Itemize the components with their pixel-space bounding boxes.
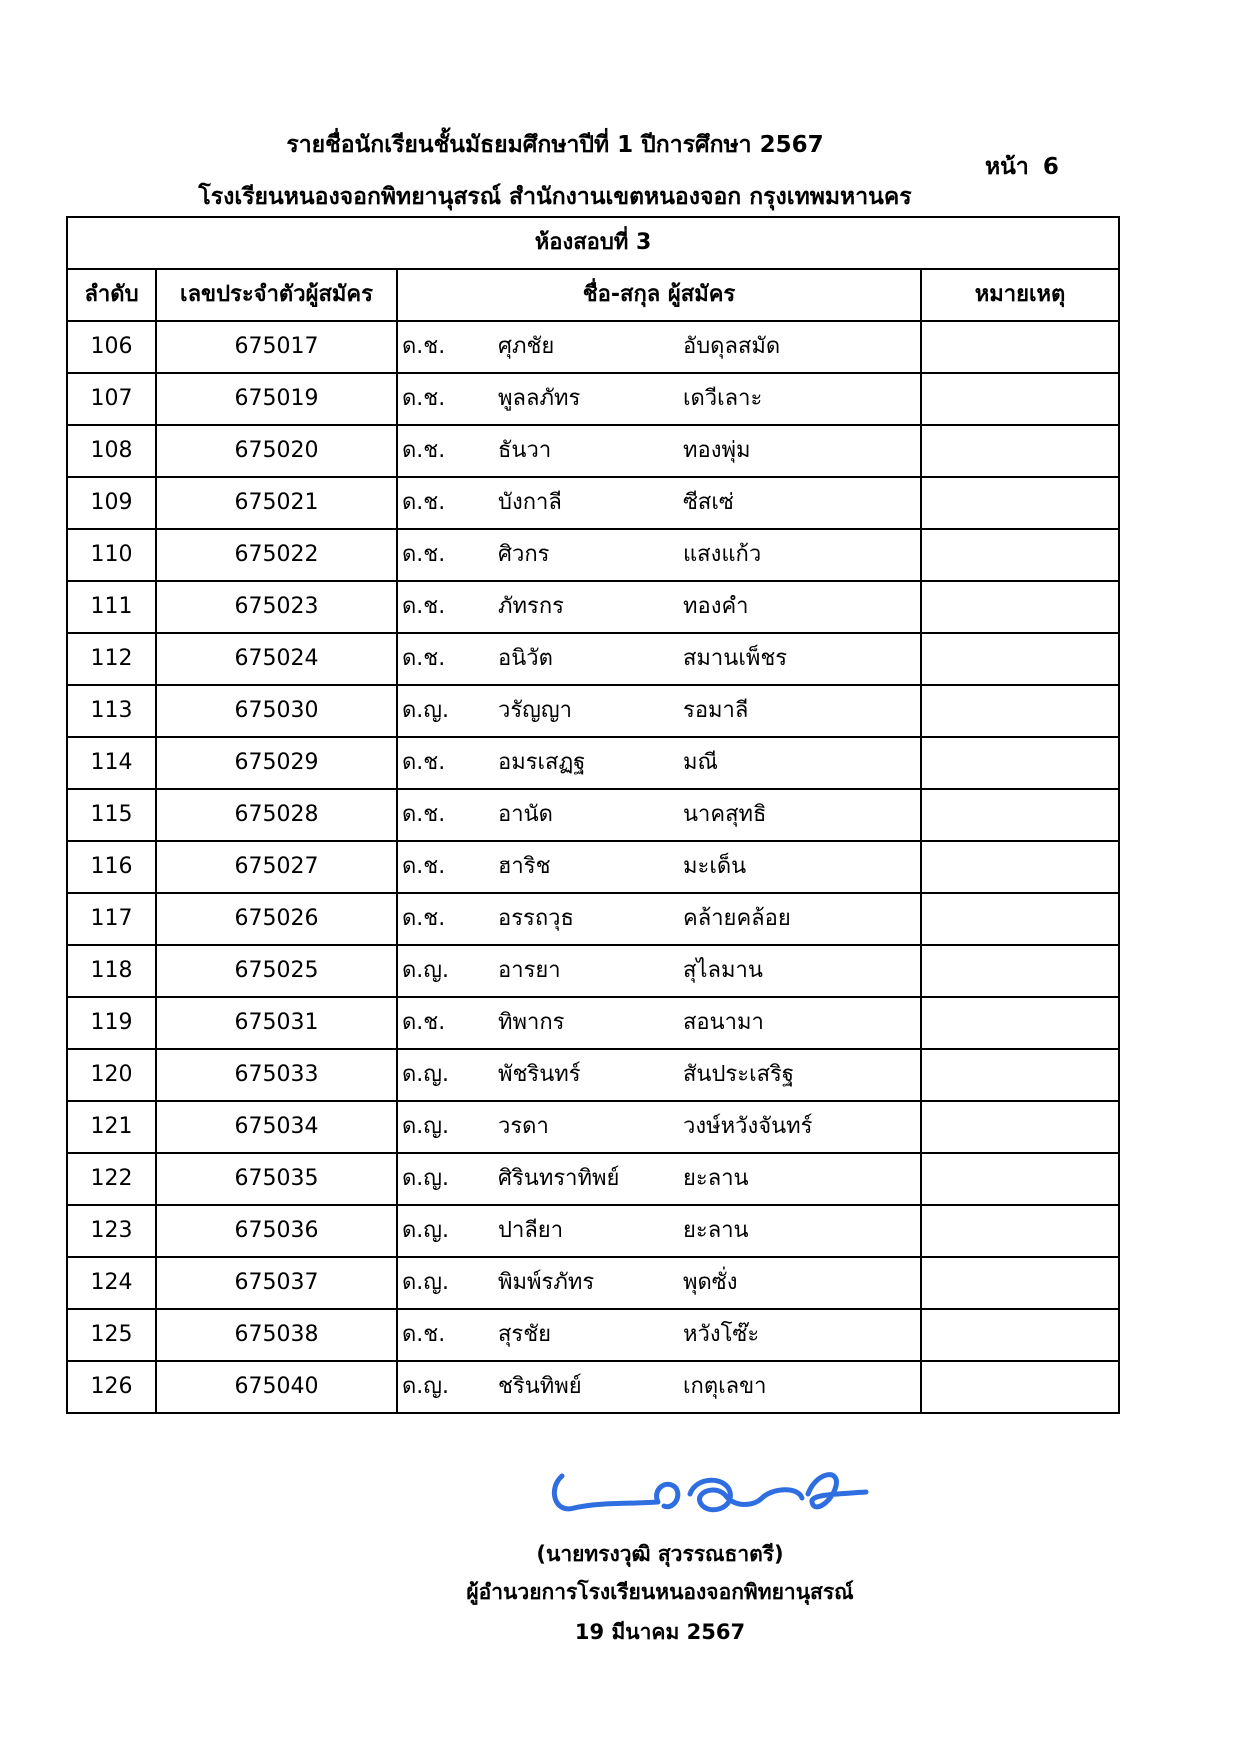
row-remark (921, 529, 1119, 581)
row-order: 118 (67, 945, 156, 997)
row-name (397, 321, 921, 373)
row-applicant-id: 675023 (156, 581, 397, 633)
table-row (67, 581, 1119, 633)
row-applicant-id: 675021 (156, 477, 397, 529)
row-first-name: อรรถวุธ (498, 906, 574, 931)
row-remark (921, 1361, 1119, 1413)
row-order: 113 (67, 685, 156, 737)
row-name-prefix: ด.ช. (402, 906, 446, 931)
row-order: 115 (67, 789, 156, 841)
row-remark (921, 425, 1119, 477)
row-remark (921, 945, 1119, 997)
table-row (67, 841, 1119, 893)
row-name-prefix: ด.ช. (402, 438, 446, 463)
row-name-prefix: ด.ช. (402, 542, 446, 567)
row-remark (921, 321, 1119, 373)
row-last-name: เดวีเลาะ (683, 386, 763, 411)
table-row (67, 1205, 1119, 1257)
row-last-name: รอมาลี (683, 698, 749, 723)
row-order: 108 (67, 425, 156, 477)
row-applicant-id: 675029 (156, 737, 397, 789)
row-last-name: นาคสุทธิ (683, 802, 767, 827)
room-header-row (67, 217, 1119, 269)
page-number-value: 6 (1042, 154, 1059, 180)
exam-room-title: ห้องสอบที่ 3 (67, 217, 1119, 269)
row-name (397, 581, 921, 633)
table-row (67, 425, 1119, 477)
row-remark (921, 997, 1119, 1049)
row-first-name: อานัด (498, 802, 553, 827)
row-remark (921, 1153, 1119, 1205)
row-applicant-id: 675027 (156, 841, 397, 893)
row-first-name: บังกาลี (498, 490, 562, 515)
row-name-prefix: ด.ญ. (402, 698, 450, 723)
row-applicant-id: 675025 (156, 945, 397, 997)
row-order: 126 (67, 1361, 156, 1413)
row-remark (921, 373, 1119, 425)
row-name (397, 477, 921, 529)
row-order: 124 (67, 1257, 156, 1309)
table-row (67, 1361, 1119, 1413)
signature-stroke (554, 1475, 866, 1510)
row-remark (921, 893, 1119, 945)
row-order: 122 (67, 1153, 156, 1205)
row-remark (921, 1205, 1119, 1257)
row-first-name: วรดา (498, 1114, 549, 1139)
row-order: 109 (67, 477, 156, 529)
roster-body (67, 321, 1119, 1413)
row-name-prefix: ด.ช. (402, 490, 446, 515)
row-name (397, 685, 921, 737)
row-remark (921, 737, 1119, 789)
row-name-prefix: ด.ช. (402, 1010, 446, 1035)
page-number (985, 150, 1059, 184)
row-name-prefix: ด.ญ. (402, 958, 450, 983)
row-remark (921, 633, 1119, 685)
row-name (397, 529, 921, 581)
row-applicant-id: 675038 (156, 1309, 397, 1361)
row-last-name: สันประเสริฐ (683, 1062, 794, 1087)
row-applicant-id: 675035 (156, 1153, 397, 1205)
row-first-name: สุรชัย (498, 1322, 552, 1347)
table-row (67, 1153, 1119, 1205)
row-name (397, 1257, 921, 1309)
row-first-name: ศิวกร (498, 542, 550, 567)
row-first-name: ภัทรกร (498, 594, 564, 619)
row-last-name: พุดซั่ง (683, 1270, 738, 1295)
signatory-name: (นายทรงวุฒิ สุวรรณธาตรี) (536, 1542, 784, 1566)
row-order: 117 (67, 893, 156, 945)
row-name-prefix: ด.ญ. (402, 1270, 450, 1295)
row-first-name: ธันวา (498, 438, 552, 463)
table-row (67, 893, 1119, 945)
row-last-name: สุไลมาน (683, 958, 763, 983)
row-order: 123 (67, 1205, 156, 1257)
table-row (67, 1257, 1119, 1309)
row-last-name: หวังโซ๊ะ (683, 1322, 760, 1347)
table-row (67, 1309, 1119, 1361)
row-first-name: พิมพ์รภัทร (498, 1270, 595, 1295)
table-row (67, 789, 1119, 841)
row-first-name: อนิวัต (498, 646, 553, 671)
row-last-name: อับดุลสมัด (683, 334, 781, 359)
row-applicant-id: 675019 (156, 373, 397, 425)
table-row (67, 685, 1119, 737)
row-first-name: อารยา (498, 958, 561, 983)
table-row (67, 1101, 1119, 1153)
row-name-prefix: ด.ญ. (402, 1374, 450, 1399)
row-name (397, 1049, 921, 1101)
row-applicant-id: 675040 (156, 1361, 397, 1413)
row-name-prefix: ด.ช. (402, 854, 446, 879)
row-order: 114 (67, 737, 156, 789)
table-row (67, 737, 1119, 789)
row-name (397, 425, 921, 477)
row-name (397, 997, 921, 1049)
row-last-name: วงษ์หวังจันทร์ (683, 1114, 813, 1139)
row-remark (921, 1309, 1119, 1361)
column-header-order: ลำดับ (67, 269, 156, 321)
row-applicant-id: 675020 (156, 425, 397, 477)
row-name-prefix: ด.ช. (402, 594, 446, 619)
row-last-name: ยะลาน (683, 1218, 749, 1243)
row-order: 119 (67, 997, 156, 1049)
row-remark (921, 1101, 1119, 1153)
table-row (67, 321, 1119, 373)
row-order: 121 (67, 1101, 156, 1153)
table-row (67, 529, 1119, 581)
row-name (397, 633, 921, 685)
row-first-name: พัชรินทร์ (498, 1062, 581, 1087)
row-first-name: วรัญญา (498, 698, 573, 723)
row-last-name: มะเด็น (683, 854, 747, 879)
row-applicant-id: 675026 (156, 893, 397, 945)
row-name (397, 1361, 921, 1413)
table-row (67, 373, 1119, 425)
row-name (397, 373, 921, 425)
table-row (67, 997, 1119, 1049)
row-name-prefix: ด.ญ. (402, 1166, 450, 1191)
row-remark (921, 1049, 1119, 1101)
row-applicant-id: 675036 (156, 1205, 397, 1257)
row-name-prefix: ด.ช. (402, 1322, 446, 1347)
row-first-name: ฮาริช (498, 854, 551, 879)
row-name (397, 841, 921, 893)
row-order: 120 (67, 1049, 156, 1101)
row-order: 106 (67, 321, 156, 373)
column-header-applicant-id: เลขประจำตัวผู้สมัคร (156, 269, 397, 321)
row-name-prefix: ด.ช. (402, 750, 446, 775)
row-last-name: สมานเพ็ชร (683, 646, 788, 671)
row-order: 112 (67, 633, 156, 685)
row-name-prefix: ด.ญ. (402, 1114, 450, 1139)
row-remark (921, 685, 1119, 737)
row-name (397, 1309, 921, 1361)
row-name (397, 893, 921, 945)
row-name-prefix: ด.ช. (402, 802, 446, 827)
row-name-prefix: ด.ญ. (402, 1062, 450, 1087)
row-remark (921, 477, 1119, 529)
row-last-name: สอนามา (683, 1010, 764, 1035)
page-label: หน้า (985, 154, 1029, 180)
row-last-name: แสงแก้ว (683, 542, 762, 567)
row-applicant-id: 675031 (156, 997, 397, 1049)
applicant-roster-table (66, 216, 1120, 1414)
row-applicant-id: 675022 (156, 529, 397, 581)
row-name (397, 737, 921, 789)
row-first-name: อมรเสฏฐ (498, 750, 586, 775)
row-applicant-id: 675024 (156, 633, 397, 685)
row-name (397, 1153, 921, 1205)
table-row (67, 633, 1119, 685)
table-row (67, 477, 1119, 529)
row-name (397, 1101, 921, 1153)
row-applicant-id: 675017 (156, 321, 397, 373)
row-last-name: ซีสเซ่ (683, 490, 734, 515)
row-first-name: ศุภชัย (498, 334, 555, 359)
row-remark (921, 789, 1119, 841)
signatory-position: ผู้อำนวยการโรงเรียนหนองจอกพิทยานุสรณ์ (466, 1580, 854, 1604)
row-name-prefix: ด.ญ. (402, 1218, 450, 1243)
column-header-remark: หมายเหตุ (921, 269, 1119, 321)
row-first-name: ปาลียา (498, 1218, 564, 1243)
row-first-name: ชรินทิพย์ (498, 1374, 582, 1399)
table-row (67, 945, 1119, 997)
row-last-name: ยะลาน (683, 1166, 749, 1191)
director-signature (540, 1458, 870, 1538)
row-remark (921, 1257, 1119, 1309)
row-name-prefix: ด.ช. (402, 646, 446, 671)
row-first-name: ทิพากร (498, 1010, 565, 1035)
column-header-row (67, 269, 1119, 321)
row-order: 107 (67, 373, 156, 425)
row-applicant-id: 675033 (156, 1049, 397, 1101)
row-name (397, 945, 921, 997)
row-name (397, 789, 921, 841)
row-remark (921, 581, 1119, 633)
row-order: 111 (67, 581, 156, 633)
document-title: รายชื่อนักเรียนชั้นมัธยมศึกษาปีที่ 1 ปีการศึกษา 2567 (286, 132, 824, 158)
row-last-name: มณี (683, 750, 718, 775)
row-applicant-id: 675028 (156, 789, 397, 841)
row-first-name: พูลลภัทร (498, 386, 581, 411)
row-name (397, 1205, 921, 1257)
row-remark (921, 841, 1119, 893)
row-order: 110 (67, 529, 156, 581)
table-row (67, 1049, 1119, 1101)
row-name-prefix: ด.ช. (402, 386, 446, 411)
row-first-name: ศิรินทราทิพย์ (498, 1166, 620, 1191)
row-last-name: คล้ายคล้อย (683, 906, 791, 931)
row-name-prefix: ด.ช. (402, 334, 446, 359)
row-last-name: ทองพุ่ม (683, 438, 751, 463)
row-applicant-id: 675030 (156, 685, 397, 737)
signature-date: 19 มีนาคม 2567 (574, 1620, 746, 1644)
row-last-name: ทองคำ (683, 594, 749, 619)
column-header-name: ชื่อ-สกุล ผู้สมัคร (397, 269, 921, 321)
row-applicant-id: 675037 (156, 1257, 397, 1309)
row-order: 116 (67, 841, 156, 893)
row-order: 125 (67, 1309, 156, 1361)
row-applicant-id: 675034 (156, 1101, 397, 1153)
school-subtitle: โรงเรียนหนองจอกพิทยานุสรณ์ สำนักงานเขตหนองจอก กรุงเทพมหานคร (198, 184, 912, 210)
row-last-name: เกตุเลขา (683, 1374, 767, 1399)
